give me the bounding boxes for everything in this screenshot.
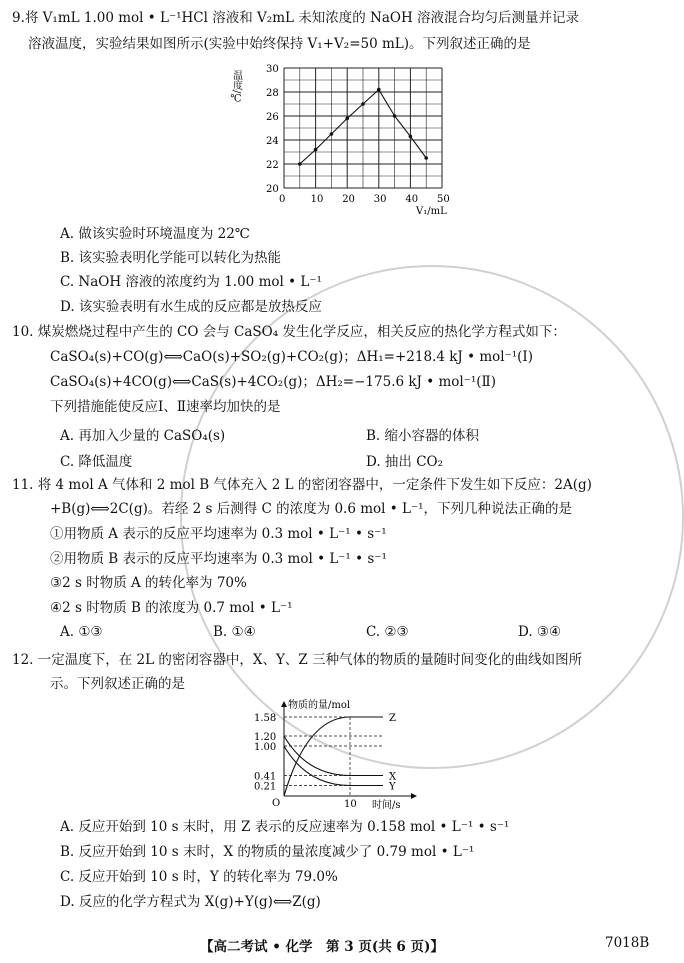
q11-stem-line1: 11. 将 4 mol A 气体和 2 mol B 气体充入 2 L 的密闭容器中，一定条件下发生如下反应：2A(g) (12, 477, 592, 493)
q9-stem-line1: 9.将 V₁mL 1.00 mol • L⁻¹HCl 溶液和 V₂mL 未知浓度的 NaOH 溶液混合均匀后测量并记录 (12, 10, 580, 26)
q9-data-point (345, 117, 349, 121)
q9-option-b: B. 该实验表明化学能可以转化为热能 (60, 250, 282, 266)
q10-equation-2: CaSO₄(s)+4CO(g)⟺CaS(s)+4CO₂(g)；ΔH₂=−175.6 kJ • mol⁻¹(Ⅱ) (50, 374, 496, 390)
q9-ticks (266, 64, 450, 205)
q12-option-c: C. 反应开始到 10 s 时，Y 的转化率为 79.0% (60, 869, 338, 885)
q9-temperature-chart (226, 60, 450, 220)
q9-ytick: 20 (266, 184, 279, 195)
q9-data-point (361, 102, 365, 106)
q10-option-a: A. 再加入少量的 CaSO₄(s) (60, 428, 226, 444)
q11-option-c: C. ②③ (366, 624, 409, 640)
q12-option-a: A. 反应开始到 10 s 末时，用 Z 表示的反应速率为 0.158 mol • L⁻¹ • s⁻¹ (60, 819, 510, 835)
q11-option-b: B. ①④ (213, 624, 256, 640)
q9-data-point (424, 156, 428, 160)
q9-ytick: 24 (266, 136, 279, 147)
q12-xtick: 10 (344, 799, 357, 810)
q12-ytick: 1.58 (254, 713, 277, 724)
q9-ytick: 22 (266, 160, 279, 171)
q9-option-a: A. 做该实验时环境温度为 22℃ (60, 226, 250, 242)
q9-data-point (298, 162, 302, 166)
q10-equation-1: CaSO₄(s)+CO(g)⟺CaO(s)+SO₂(g)+CO₂(g)；ΔH₁=+218.4 kJ • mol⁻¹(Ⅰ) (50, 349, 534, 365)
q9-grid (284, 68, 442, 188)
q12-stem-line1: 12. 一定温度下，在 2L 的密闭容器中，X、Y、Z 三种气体的物质的量随时间变化的曲线如图所 (12, 652, 583, 668)
q12-xlabel: 时间/s (372, 800, 401, 811)
q12-ytick: 1.00 (254, 742, 277, 753)
q12-series-label-y: Y (389, 781, 396, 793)
q9-xtick: 30 (373, 194, 387, 205)
q12-option-b: B. 反应开始到 10 s 末时，X 的物质的量浓度减少了 0.79 mol • L⁻¹ (60, 844, 475, 860)
q12-origin: O (272, 798, 281, 809)
q9-xtick: 10 (310, 194, 324, 205)
q9-xtick: 40 (405, 194, 419, 205)
q9-ytick: 26 (266, 112, 279, 123)
q11-statement-1: ①用物质 A 表示的反应平均速率为 0.3 mol • L⁻¹ • s⁻¹ (50, 526, 387, 542)
q12-series-label-x: X (389, 771, 397, 783)
q11-statement-3: ③2 s 时物质 A 的转化率为 70% (50, 575, 247, 591)
q9-ytick: 30 (266, 64, 279, 75)
q11-stem-line2: +B(g)⟺2C(g)。若经 2 s 后测得 C 的浓度为 0.6 mol • L⁻¹，下列几种说法正确的是 (50, 501, 573, 517)
q10-option-d: D. 抽出 CO₂ (366, 454, 444, 470)
q9-xtick: 20 (342, 194, 355, 205)
paper-code: 7018B (605, 935, 650, 951)
q10-option-c: C. 降低温度 (60, 454, 133, 470)
q12-ytick: 0.21 (254, 781, 277, 793)
q10-option-b: B. 缩小容器的体积 (366, 428, 480, 444)
q12-stem-line2: 示。下列叙述正确的是 (50, 676, 185, 692)
q9-stem-line2: 溶液温度，实验结果如图所示(实验中始终保持 V₁+V₂=50 mL)。下列叙述正确的是 (28, 36, 531, 52)
q10-question: 下列措施能使反应Ⅰ、Ⅱ速率均加快的是 (50, 399, 281, 415)
q12-yticks (254, 713, 276, 793)
q12-series-label-z: Z (389, 713, 396, 724)
page-footer: 【高二考试 • 化学 第 3 页(共 6 页)】 (200, 939, 444, 955)
q9-data-point (330, 132, 334, 136)
q9-xtick: 0 (279, 194, 286, 205)
q9-data-point (377, 88, 381, 92)
q10-stem: 10. 煤炭燃烧过程中产生的 CO 会与 CaSO₄ 发生化学反应，相关反应的热化学方程式如下： (12, 324, 566, 340)
q9-data-point (314, 148, 318, 152)
q12-curve-y (284, 746, 383, 786)
q9-xtick: 50 (437, 194, 450, 205)
q12-option-d: D. 反应的化学方程式为 X(g)+Y(g)⟺Z(g) (60, 894, 321, 910)
q11-option-d: D. ③④ (518, 624, 562, 640)
q9-ytick: 28 (266, 88, 279, 99)
q12-ylabel: 物质的量/mol (288, 700, 351, 711)
q9-option-c: C. NaOH 溶液的浓度约为 1.00 mol • L⁻¹ (60, 274, 322, 290)
q12-amount-chart (250, 698, 420, 810)
q12-ytick: 1.20 (254, 732, 277, 743)
q9-data-point (393, 114, 397, 118)
q12-curve-x (284, 736, 383, 776)
q9-data-point (409, 135, 413, 139)
q11-statement-4: ④2 s 时物质 B 的浓度为 0.7 mol • L⁻¹ (50, 600, 293, 616)
q11-statement-2: ②用物质 B 表示的反应平均速率为 0.3 mol • L⁻¹ • s⁻¹ (50, 551, 387, 567)
q9-xlabel: V₁/mL (416, 206, 447, 217)
q12-curves (284, 713, 397, 796)
q9-option-d: D. 该实验表明有水生成的反应都是放热反应 (60, 299, 322, 315)
q11-option-a: A. ①③ (60, 624, 103, 640)
q9-ylabel: 温度/℃ (230, 70, 242, 105)
q12-ytick: 0.41 (254, 771, 277, 783)
